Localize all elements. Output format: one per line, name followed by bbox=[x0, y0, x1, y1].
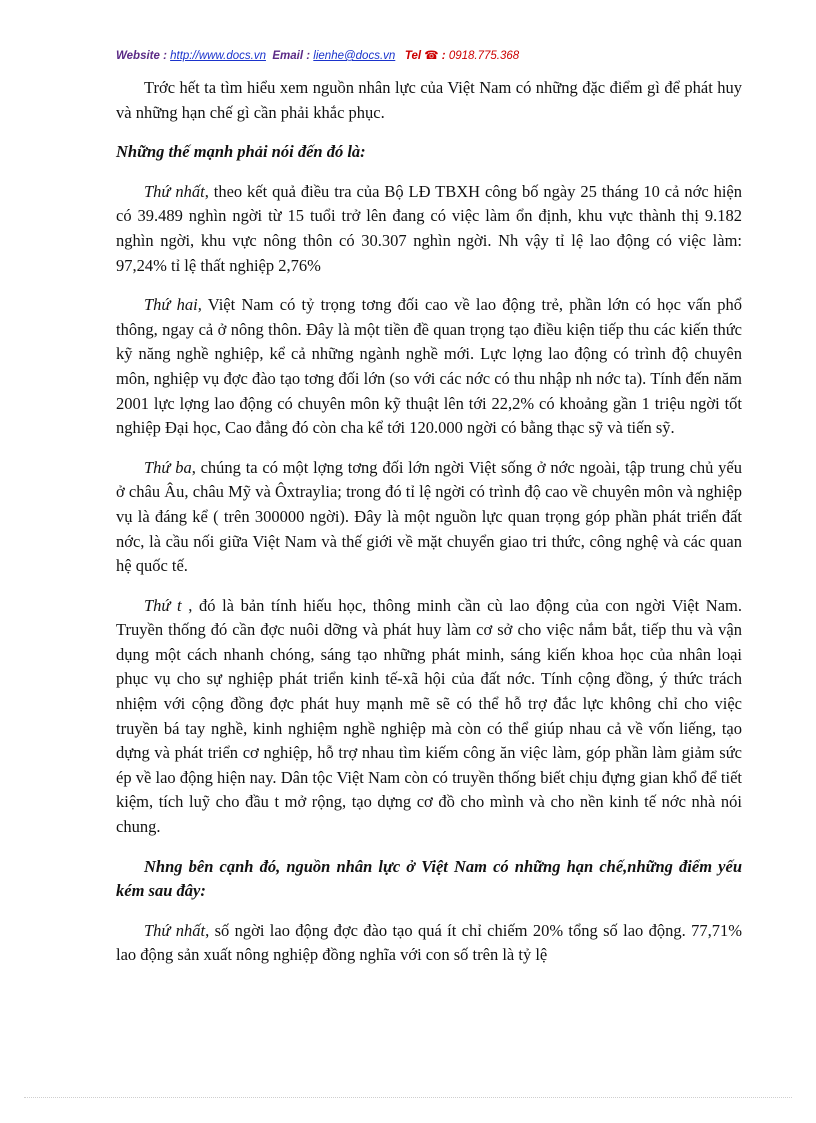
strength-1-lead: Thứ nhất bbox=[144, 181, 205, 201]
strength-paragraph-1 bbox=[116, 180, 742, 278]
strength-3-lead: Thứ ba bbox=[144, 457, 192, 477]
strength-2-text: Việt Nam có tỷ trọng tơng đối cao về lao động trẻ, phần lớn có học vấn phổ thông, ngay cả ở nông thôn. Đây là một tiền đề quan trọng tạo điều kiện tiếp thu các kiến thức kỹ năng nghề nghiệp, kể cả những ngành nghề mới. Lực lợng lao động có trình độ chuyên môn, nghiệp vụ đợc đào tạo tơng đối lớn (so với các nớc có thu nhập nh nớc ta). Tính đến năm 2001 lực lợng lao động có chuyên môn kỹ thuật lên tới 22,2% có khoảng gần 1 triệu ngời tốt nghiệp Đại học, Cao đẳng đó còn cha kể tới 120.000 ngời có bằng thạc sỹ và tiến sỹ. bbox=[116, 295, 742, 438]
weaknesses-heading: Nhng bên cạnh đó, nguồn nhân lực ở Việt Nam có những hạn chế,những điểm yếu kém sau đây: bbox=[116, 856, 742, 901]
tel-label: Tel ☎ : bbox=[404, 50, 449, 62]
strength-paragraph-3 bbox=[116, 456, 742, 579]
tel-value: 0918.775.368 bbox=[448, 50, 520, 62]
weakness-paragraph-1 bbox=[116, 919, 742, 968]
strength-paragraph-4 bbox=[116, 594, 742, 840]
strength-4-text: , đó là bản tính hiếu học, thông minh cần cù lao động của con ngời Việt Nam. Truyền thống đó cần đợc nuôi dỡng và phát huy làm cơ sở cho việc nắm bắt, tiếp thu và vận dụng một cách nhanh chóng, sáng tạo những phát minh, sáng kiến khoa học của nhân loại phục vụ cho sự nghiệp phát triển kinh tế-xã hội của đất nớc. Tính cộng đồng, ý thức trách nhiệm với cộng đồng đợc phát huy mạnh mẽ sẽ có thể hỗ trợ đắc lực không chỉ cho việc truyền bá tay nghề, kinh nghiệm nghề nghiệp mà còn có thể giúp nhau cả về vốn liếng, tạo dựng và phát triển cơ nghiệp, hỗ trợ nhau tìm kiếm công ăn việc làm, góp phần làm giảm sức ép về lao động hiện nay. Dân tộc Việt Nam còn có truyền thống biết chịu đựng gian khổ để tiết kiệm, tích luỹ cho đầu t mở rộng, tạo dựng cơ đồ cho mình và cho nền kinh tế nớc nhà nói chung. bbox=[116, 595, 742, 837]
website-link[interactable]: http://www.docs.vn bbox=[170, 50, 266, 62]
intro-paragraph: Trớc hết ta tìm hiểu xem nguồn nhân lực của Việt Nam có những đặc điểm gì để phát huy và những hạn chế gì cần phải khắc phục. bbox=[116, 78, 742, 122]
email-label: Email bbox=[272, 50, 307, 62]
strengths-heading: Những thế mạnh phải nói đến đó là: bbox=[116, 142, 366, 162]
document-body bbox=[116, 76, 742, 983]
weakness-1-text: , số ngời lao động đợc đào tạo quá ít chỉ chiếm 20% tổng số lao động. 77,71% lao động sản xuất nông nghiệp đồng nghĩa với con số trên là tỷ lệ bbox=[116, 920, 742, 965]
weakness-1-lead: Thứ nhất bbox=[144, 920, 206, 940]
email-separator: : bbox=[306, 50, 314, 62]
page-bottom-rule bbox=[24, 1097, 792, 1098]
strength-1-text: , theo kết quả điều tra của Bộ LĐ TBXH công bố ngày 25 tháng 10 cả nớc hiện có 39.489 nghìn ngời từ 15 tuổi trở lên đang có việc làm ổn định, khu vực thành thị 9.182 nghìn ngời, khu vực nông thôn có 30.307 nghìn ngời. Nh vậy tỉ lệ lao động có việc làm: 97,24% tỉ lệ thất nghiệp 2,76% bbox=[116, 181, 742, 275]
website-label: Website : bbox=[116, 50, 171, 62]
strength-paragraph-2 bbox=[116, 293, 742, 441]
strength-4-lead: Thứ t bbox=[144, 595, 182, 615]
strength-2-lead: Thứ hai, bbox=[144, 295, 202, 315]
strength-3-text: , chúng ta có một lợng tơng đối lớn ngời Việt sống ở nớc ngoài, tập trung chủ yếu ở châu Âu, châu Mỹ và Ôxtraylia; trong đó tỉ lệ ngời có trình độ cao về chuyên môn và nghiệp vụ là đáng kể ( trên 300000 ngời). Đây là một nguồn lực quan trọng góp phần phát triển đất nớc, là cầu nối giữa Việt Nam và thế giới về mặt chuyển giao tri thức, công nghệ và các quan hệ quốc tế. bbox=[116, 457, 742, 576]
page-header bbox=[116, 48, 519, 62]
email-link[interactable]: lienhe@docs.vn bbox=[313, 50, 396, 62]
